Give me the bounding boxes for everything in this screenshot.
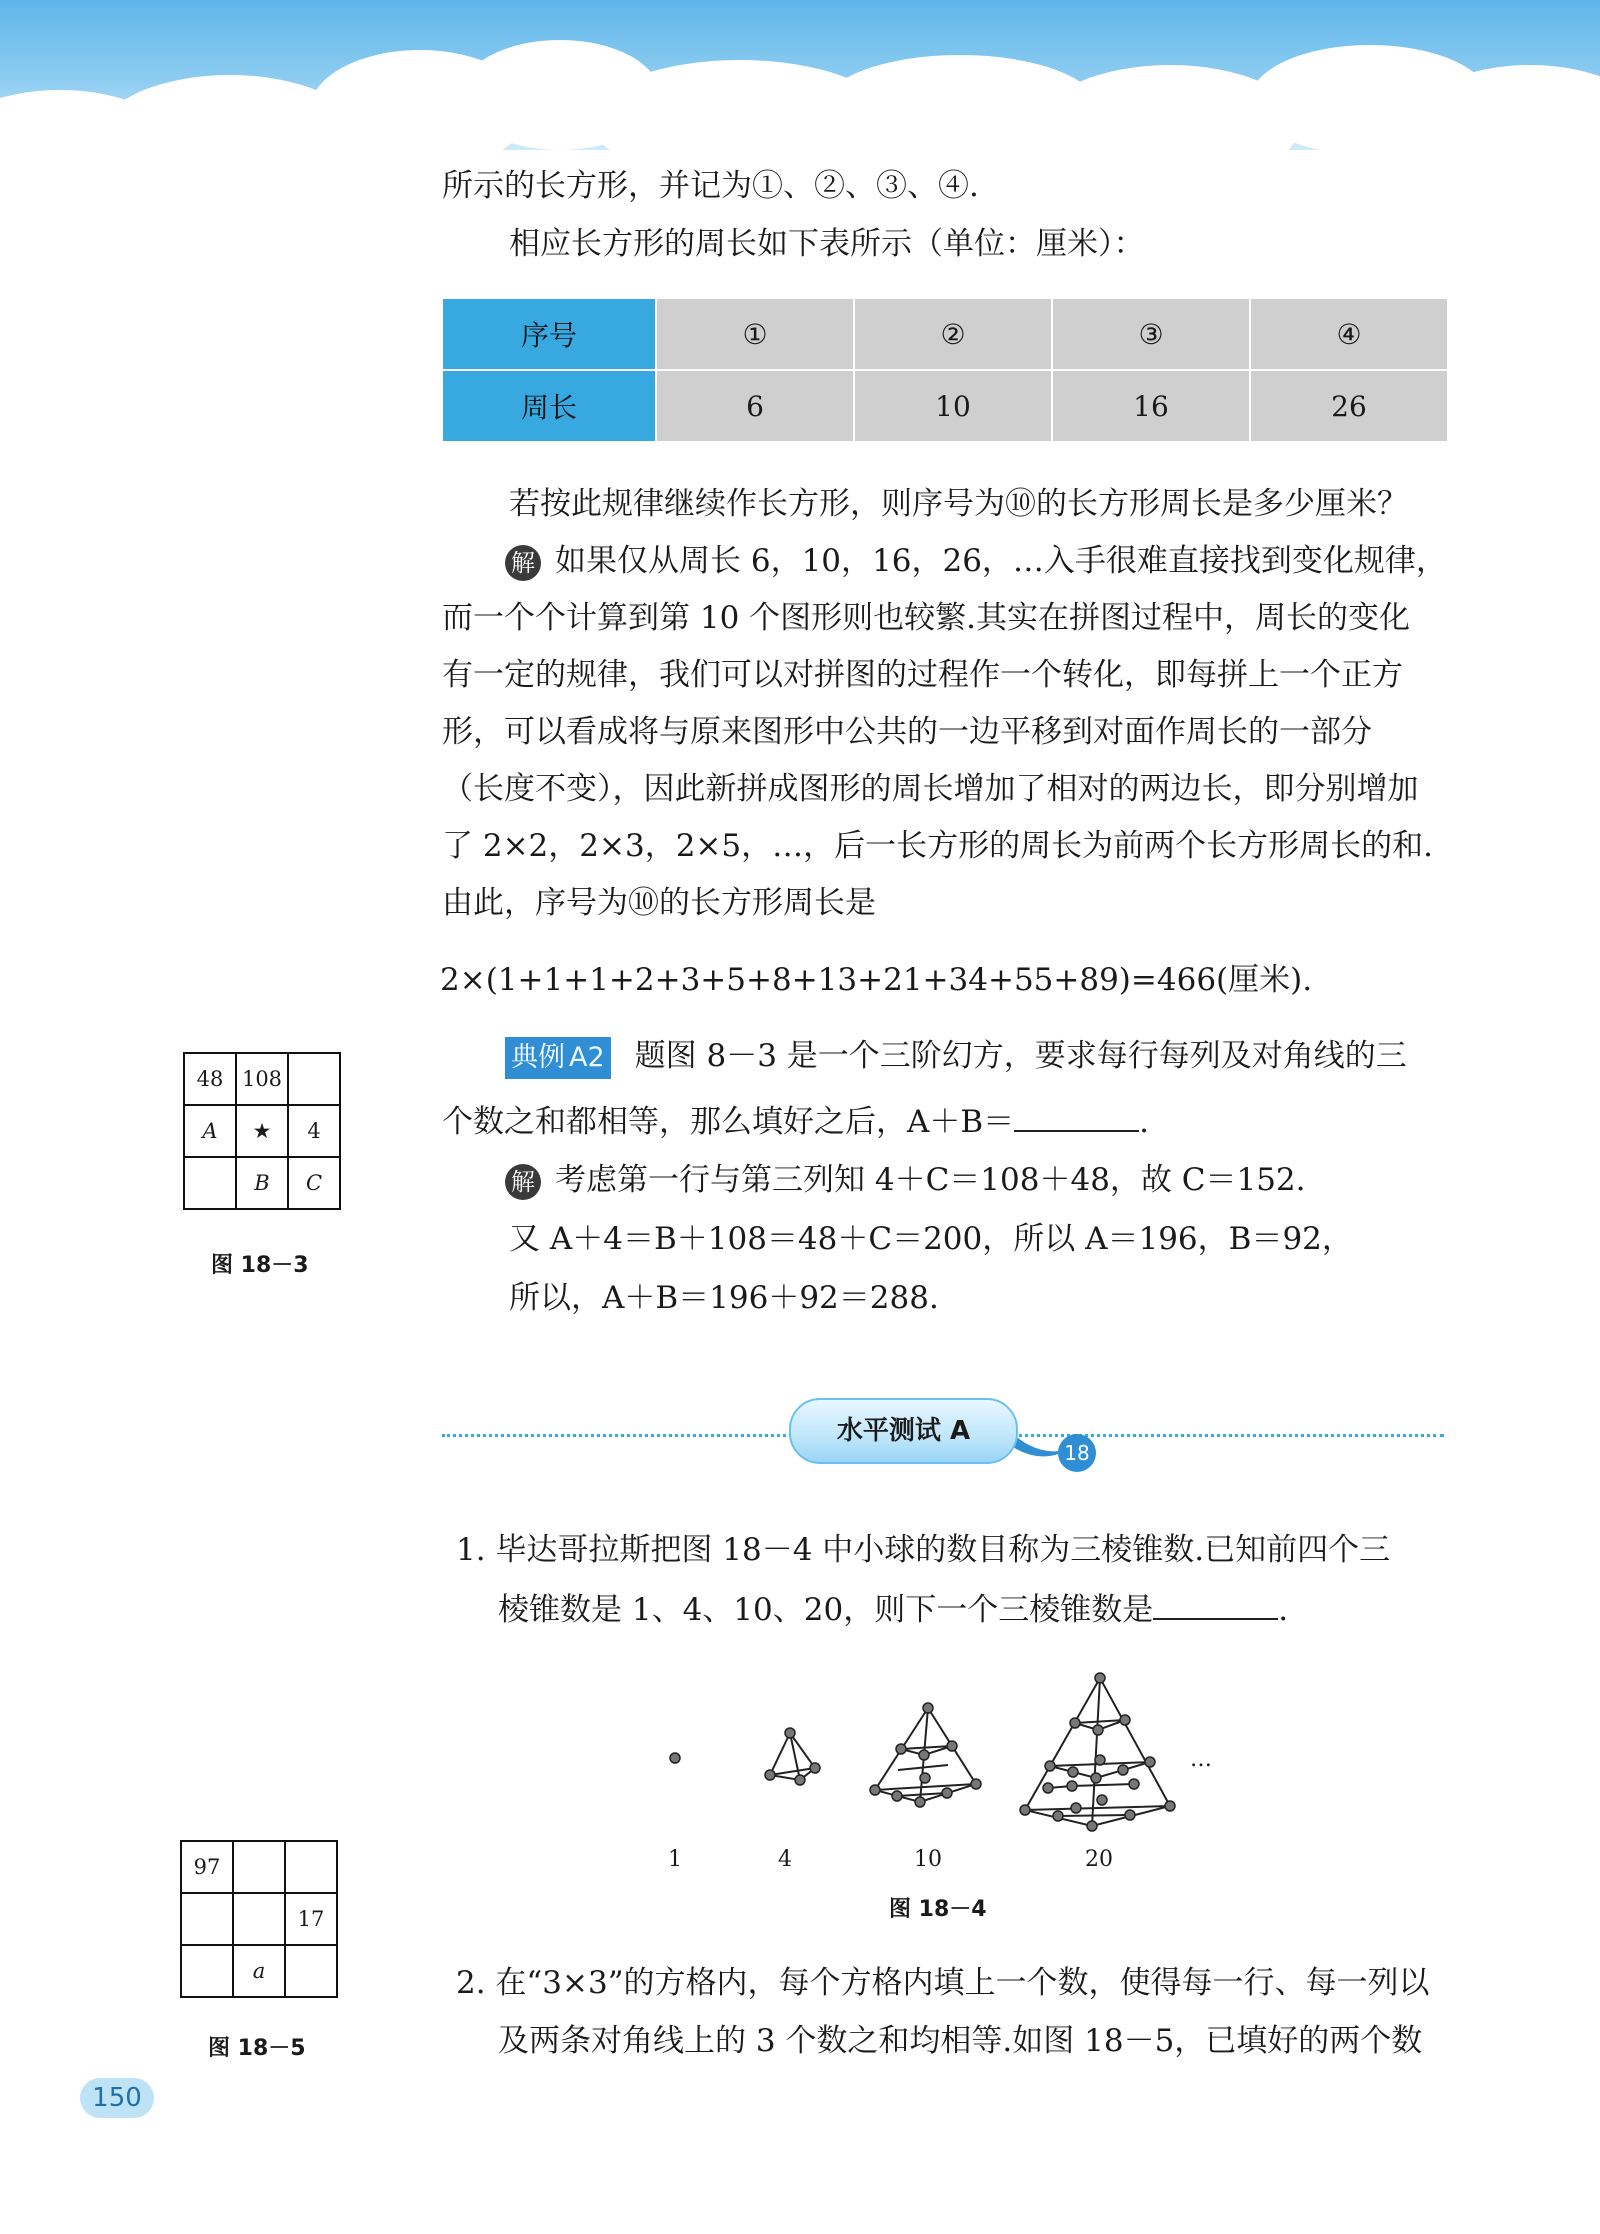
- solution-1-line-5: （长度不变），因此新拼成图形的周长增加了相对的两边长，即分别增加: [442, 771, 1419, 807]
- solution-1-line-6: 了 2×2，2×3，2×5，…，后一长方形的周长为前两个长方形周长的和.: [442, 828, 1433, 864]
- solution-1-line-7: 由此，序号为⑩的长方形周长是: [442, 885, 876, 921]
- grid-cell: 48: [184, 1053, 236, 1105]
- section-divider-left: [442, 1434, 792, 1437]
- pyramid-label-3: 10: [914, 1847, 942, 1872]
- pyramid-label-1: 1: [668, 1847, 682, 1872]
- problem-1-line-1: 1. 毕达哥拉斯把图 18－4 中小球的数目称为三棱锥数.已知前四个三: [456, 1532, 1391, 1568]
- grid-cell: 108: [236, 1053, 288, 1105]
- solution-1-formula: 2×(1+1+1+2+3+5+8+13+21+34+55+89)=466(厘米).: [440, 962, 1313, 998]
- intro-line-2: 相应长方形的周长如下表所示（单位：厘米）：: [509, 226, 1145, 262]
- example-solution-badge: 解: [505, 1164, 541, 1200]
- pyramid-label-4: 20: [1085, 1847, 1113, 1872]
- example-badge: [505, 1037, 611, 1079]
- example-text-2a: 个数之和都相等，那么填好之后，A＋B＝: [442, 1104, 1015, 1140]
- grid-cell: [285, 1841, 337, 1893]
- perimeter-cell-3: 16: [1052, 370, 1250, 442]
- example-solution-line-2: 又 A＋4＝B＋108＝48＋C＝200，所以 A＝196，B＝92，: [509, 1221, 1353, 1257]
- pyramid-ellipsis: …: [1190, 1747, 1212, 1772]
- grid-cell: 97: [181, 1841, 233, 1893]
- question-text: 若按此规律继续作长方形，则序号为⑩的长方形周长是多少厘米？: [509, 486, 1408, 522]
- perimeter-cell-2: 10: [854, 370, 1052, 442]
- example-solution-text-1: 考虑第一行与第三列知 4＋C＝108＋48，故 C＝152.: [555, 1162, 1306, 1198]
- grid-cell: C: [288, 1157, 340, 1209]
- figure-18-4-caption: 图 18－4: [889, 1897, 987, 1922]
- index-cell-2: ②: [854, 298, 1052, 370]
- example-text-1: 题图 8－3 是一个三阶幻方，要求每行每列及对角线的三: [634, 1038, 1407, 1074]
- table-row-perimeter: [442, 370, 1448, 442]
- magic-square-18-5: [180, 1840, 338, 1998]
- example-badge-label: 典例: [511, 1042, 565, 1073]
- grid-cell: 17: [285, 1893, 337, 1945]
- perimeter-cell-1: 6: [656, 370, 854, 442]
- figure-18-3-caption: 图 18－3: [211, 1253, 309, 1278]
- table-row-index: [442, 298, 1448, 370]
- example-text-2b: .: [1139, 1104, 1150, 1140]
- perimeter-cell-4: 26: [1250, 370, 1448, 442]
- perimeter-table: [441, 297, 1449, 443]
- magic-square-18-3: [183, 1052, 341, 1210]
- grid-cell: a: [233, 1945, 285, 1997]
- problem-1-line-2: [498, 1588, 1288, 1630]
- row-label-perimeter: 周长: [442, 370, 656, 442]
- grid-cell: [181, 1893, 233, 1945]
- figure-18-5-caption: 图 18－5: [208, 2036, 306, 2061]
- star-icon: ★: [236, 1105, 288, 1157]
- answer-blank: [1014, 1100, 1139, 1132]
- grid-cell: 4: [288, 1105, 340, 1157]
- grid-cell: [285, 1945, 337, 1997]
- grid-cell: [288, 1053, 340, 1105]
- problem-2-line-2: 及两条对角线上的 3 个数之和均相等.如图 18－5，已填好的两个数: [498, 2023, 1423, 2059]
- cloud-decoration: [0, 0, 1600, 190]
- example-badge-sub: A2: [569, 1042, 605, 1073]
- solution-badge: 解: [505, 545, 541, 581]
- grid-cell: B: [236, 1157, 288, 1209]
- solution-1-text-1: 如果仅从周长 6，10，16，26，…入手很难直接找到变化规律，: [555, 543, 1447, 579]
- solution-1-line-2: 而一个个计算到第 10 个图形则也较繁.其实在拼图过程中，周长的变化: [442, 600, 1411, 636]
- grid-cell: A: [184, 1105, 236, 1157]
- index-cell-4: ④: [1250, 298, 1448, 370]
- example-line-2: [442, 1100, 1149, 1142]
- page-number: 150: [80, 2078, 154, 2118]
- example-solution-line-3: 所以，A＋B＝196＋92＝288.: [509, 1280, 939, 1316]
- index-cell-3: ③: [1052, 298, 1250, 370]
- pyramid-label-2: 4: [778, 1847, 792, 1872]
- row-label-index: 序号: [442, 298, 656, 370]
- problem-2-line-1: 2. 在“3×3”的方格内，每个方格内填上一个数，使得每一行、每一列以: [456, 1965, 1430, 2001]
- pyramid-numbers-figure: [660, 1668, 1220, 1838]
- section-number: 18: [1058, 1434, 1096, 1472]
- problem-1-text-2b: .: [1278, 1592, 1289, 1628]
- answer-blank-problem-1: [1153, 1588, 1278, 1620]
- example-solution-line-1: [505, 1160, 1306, 1200]
- index-cell-1: ①: [656, 298, 854, 370]
- solution-1-line-4: 形，可以看成将与原来图形中公共的一边平移到对面作周长的一部分: [442, 714, 1372, 750]
- example-line-1: [505, 1036, 1407, 1079]
- solution-1-line-3: 有一定的规律，我们可以对拼图的过程作一个转化，即每拼上一个正方: [442, 657, 1403, 693]
- intro-line-1: 所示的长方形，并记为①、②、③、④.: [442, 168, 979, 204]
- grid-cell: [184, 1157, 236, 1209]
- section-title: 水平测试 A: [789, 1398, 1018, 1464]
- grid-cell: [233, 1893, 285, 1945]
- grid-cell: [181, 1945, 233, 1997]
- problem-1-text-2a: 棱锥数是 1、4、10、20，则下一个三棱锥数是: [498, 1592, 1154, 1628]
- solution-1-line-1: [505, 541, 1447, 581]
- grid-cell: [233, 1841, 285, 1893]
